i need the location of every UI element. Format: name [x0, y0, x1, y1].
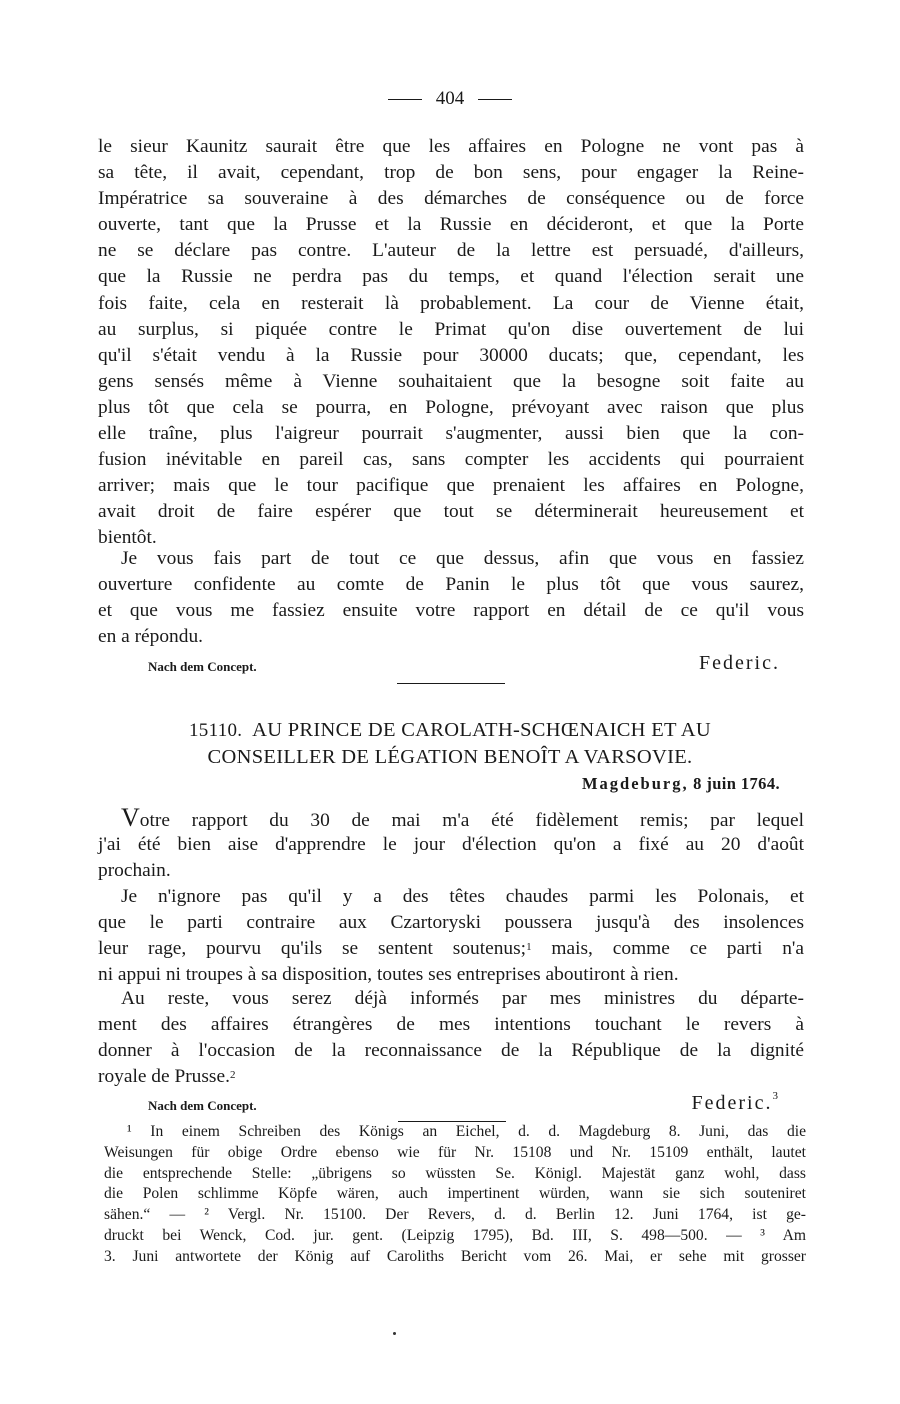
text-run: mais, comme ce parti n'a — [531, 938, 805, 960]
text-line: j'ai été bien aise d'apprendre le jour d'élection qu'on a fixé au 20 d'août — [98, 834, 804, 855]
date: 8 juin 1764. — [693, 774, 780, 793]
footnote-mark-1: 1 — [526, 941, 532, 954]
footnote-line: 3. Juni antwortete der König auf Caroliths Bericht vom 26. Mai, er sehe mit grosser — [104, 1247, 806, 1265]
text-line: Impératrice sa souveraine à des démarches de conséquence ou de force — [98, 188, 804, 210]
initial-letter: V — [121, 803, 140, 832]
footnote-mark-3: 3 — [772, 1090, 780, 1102]
text-line: que le parti contraire aux Czartoryski poussera jusqu'à des insolences — [98, 912, 804, 934]
text-line: bientôt. — [98, 527, 157, 549]
letter-number: 15110. — [189, 720, 243, 741]
page-number: 404 — [435, 88, 465, 109]
continuation-paragraph-2 — [98, 546, 804, 650]
text-line — [98, 1064, 804, 1090]
text-line: en a répondu. — [98, 626, 203, 648]
footnote-line: Weisungen für obige Ordre ebenso wie für Nr. 15108 und Nr. 15109 enthält, lautet — [104, 1143, 806, 1161]
text-line: qu'il s'était vendu à la Russie pour 30000 ducats; que, cependant, les — [98, 344, 804, 366]
text-line: fois faite, cela en resterait là probablement. La cour de Vienne était, — [98, 292, 804, 314]
ink-speck — [393, 1332, 396, 1335]
continuation-paragraph — [98, 134, 804, 552]
text-line: ni appui ni troupes à sa disposition, toutes ses entreprises aboutiront à rien. — [98, 964, 679, 986]
text-line: Je vous fais part de tout ce que dessus, afin que vous en fassiez — [121, 548, 804, 569]
text-line: que la Russie ne perdra pas du temps, et quand l'élection serait une — [98, 266, 804, 288]
section-separator — [397, 683, 505, 684]
text-line: plus tôt que cela se pourra, en Pologne, prévoyant avec raison que plus — [98, 396, 804, 418]
text-line: gens sensés même à Vienne souhaitaient que la besogne soit faite au — [98, 370, 804, 392]
text-line: ment des affaires étrangères de mes intentions touchant le revers à — [98, 1014, 804, 1036]
place: Magdeburg, — [581, 774, 689, 793]
source-note: Nach dem Concept. — [148, 659, 257, 674]
signature-text: Federic. — [691, 1092, 773, 1114]
text-line: ouverture confidente au comte de Panin le plus tôt que vous saurez, — [98, 574, 804, 596]
text-line — [98, 804, 804, 832]
letter-paragraph-3 — [98, 986, 804, 1090]
footnotes — [104, 1122, 806, 1268]
text-line: ne se déclare pas contre. L'auteur de la lettre est persuadé, d'ailleurs, — [98, 240, 804, 262]
text-line: ouverte, tant que la Prusse et la Russie en décideront, et que la Porte — [98, 214, 804, 236]
dateline — [582, 774, 780, 794]
footnote-line: druckt bei Wenck, Cod. jur. gent. (Leipzig 1795), Bd. III, S. 498—500. — ³ Am — [104, 1226, 806, 1244]
header-rule-right — [478, 99, 512, 100]
letter-title-text-1: AU PRINCE DE CAROLATH-SCHŒNAICH ET AU — [252, 719, 711, 741]
footnote-mark-2: 2 — [229, 1069, 236, 1082]
footnote-line: ¹ In einem Schreiben des Königs an Eichel, d. d. Magdeburg 8. Juni, das die — [127, 1123, 806, 1140]
text-line: avait droit de faire espérer que tout se déterminerait heureusement et — [98, 501, 804, 523]
signature — [692, 1092, 780, 1115]
text-line: arriver; mais que le tour pacifique que prenaient les affaires en Pologne, — [98, 475, 804, 497]
letter-title-line-1 — [100, 717, 800, 744]
signature: Federic. — [699, 652, 780, 674]
footnote-line: sähen.“ — ² Vergl. Nr. 15100. Der Revers, d. d. Berlin 12. Juni 1764, ist ge- — [104, 1206, 806, 1224]
letter-paragraph-1 — [98, 804, 804, 884]
letter-paragraph-2 — [98, 884, 804, 988]
text-line — [98, 936, 804, 962]
text-line: Je n'ignore pas qu'il y a des têtes chaudes parmi les Polonais, et — [121, 886, 804, 907]
text-run: otre rapport du 30 de mai m'a été fidèlement remis; par lequel — [139, 810, 804, 831]
text-line: et que vous me fassiez ensuite votre rapport en détail de ce qu'il vous — [98, 600, 804, 622]
text-line: Au reste, vous serez déjà informés par mes ministres du départe- — [121, 988, 804, 1009]
text-line: elle traîne, plus l'aigreur pourrait s'augmenter, aussi bien que la con- — [98, 423, 804, 445]
header-rule-left — [388, 99, 422, 100]
text-line: au surplus, si piquée contre le Primat qu'on dise ouvertement de lui — [98, 318, 804, 340]
text-line: prochain. — [98, 860, 171, 882]
letter-title — [100, 717, 800, 770]
letter-title-line-2: CONSEILLER DE LÉGATION BENOÎT A VARSOVIE. — [207, 746, 693, 768]
footnote-line: die Polen schlimme Köpfe wären, auch impertinent würden, wann sie sich souteniret — [104, 1185, 806, 1203]
text-line: donner à l'occasion de la reconnaissance de la République de la dignité — [98, 1040, 804, 1062]
text-line: sa tête, il avait, cependant, trop de bon sens, pour engager la Reine- — [98, 162, 804, 184]
text-run: royale de Prusse. — [98, 1066, 230, 1088]
text-line: fusion inévitable en pareil cas, sans compter les accidents qui pourraient — [98, 449, 804, 471]
text-line: le sieur Kaunitz saurait être que les affaires en Pologne ne vont pas à — [98, 136, 804, 157]
footnote-line: die entsprechende Stelle: „übrigens so wüssten Se. Königl. Majestät ganz wohl, dass — [104, 1164, 806, 1182]
text-run: leur rage, pourvu qu'ils se sentent soutenus; — [98, 938, 527, 960]
page-header — [0, 88, 900, 110]
source-note: Nach dem Concept. — [148, 1098, 257, 1113]
